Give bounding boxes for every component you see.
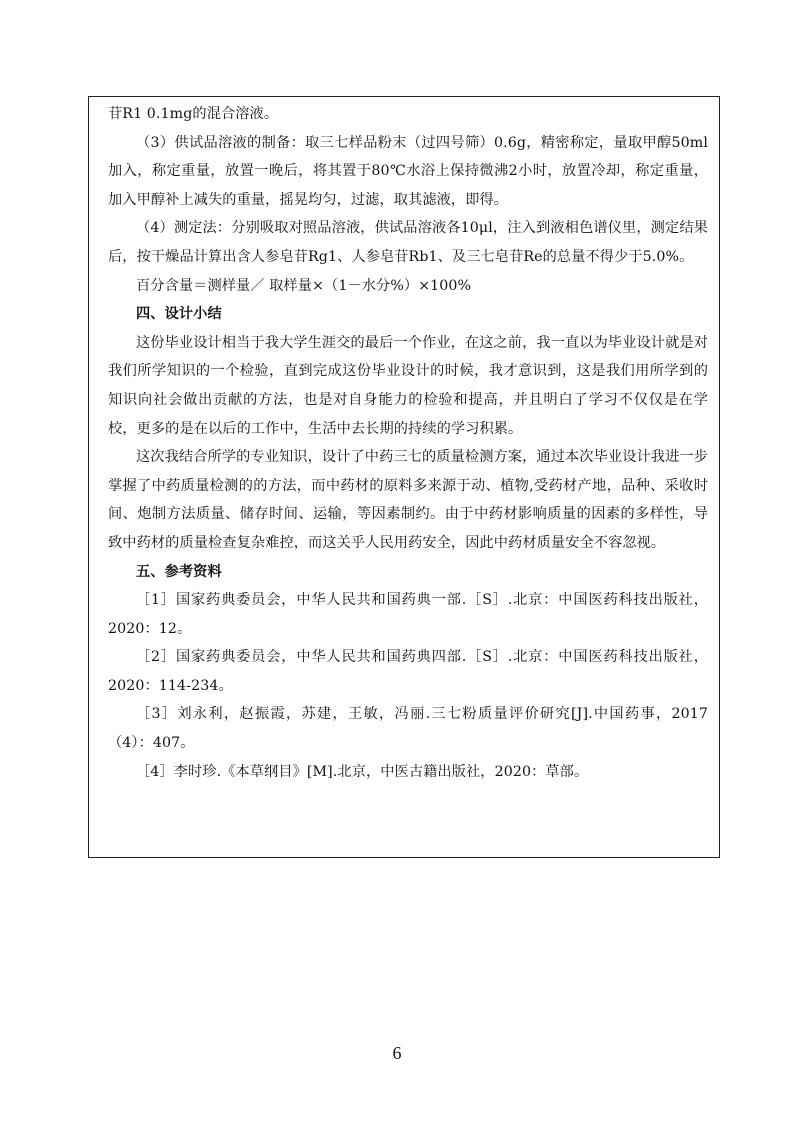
reference-2: ［2］国家药典委员会，中华人民共和国药典四部.［S］.北京：中国医药科技出版社，2020：114-234。: [108, 649, 708, 694]
paragraph-sample-solution-preparation: （3）供试品溶液的制备：取三七样品粉末（过四号筛）0.6g，精密称定，量取甲醇50ml加入，称定重量，放置一晚后，将其置于80℃水浴上保持微沸2小时，放置冷却，称定重量，加入甲醇补上减失的重量，摇晃均匀，过滤，取其滤液，即得。: [108, 134, 708, 208]
reference-1: ［1］国家药典委员会，中华人民共和国药典一部.［S］.北京：中国医药科技出版社，2020：12。: [108, 592, 708, 637]
paragraph-mixed-solution-end: 苷R1 0.1mg的混合溶液。: [108, 106, 279, 122]
heading-design-summary: 四、设计小结: [136, 306, 222, 323]
paragraph-summary-2: 这次我结合所学的专业知识，设计了中药三七的质量检测方案，通过本次毕业设计我进一步掌握了中药质量检测的的方法，而中药材的原料多来源于动、植物,受药材产地，品种、采收时间、炮制方法质量、储存时间、运输，等因素制约。由于中药材影响质量的因素的多样性，导致中药材的质量检查复杂难控，而这关乎人民用药安全，因此中药材质量安全不容忽视。: [108, 449, 708, 551]
paragraph-summary-1: 这份毕业设计相当于我大学生涯交的最后一个作业，在这之前，我一直以为毕业设计就是对我们所学知识的一个检验，直到完成这份毕业设计的时候，我才意识到，这是我们用所学到的知识向社会做出贡献的方法，也是对自身能力的检验和提高，并且明白了学习不仅仅是在学校，更多的是在以后的工作中，生活中去长期的持续的学习积累。: [108, 334, 708, 437]
reference-4: ［4］李时珍.《本草纲目》[M].北京，中医古籍出版社，2020：草部。: [136, 763, 589, 780]
paragraph-determination-method: （4）测定法：分别吸取对照品溶液，供试品溶液各10μl，注入到液相色谱仪里，测定结果后，按干燥品计算出含人参皂苷Rg1、人参皂苷Rb1、及三七皂苷Re的总量不得少于5.0%。: [108, 220, 708, 265]
heading-references: 五、参考资料: [136, 563, 222, 580]
page-number: 6: [392, 1043, 402, 1063]
paragraph-percent-content-formula: 百分含量＝测样量／ 取样量×（1－水分%）×100%: [136, 277, 472, 294]
document-body: [108, 100, 708, 786]
reference-3: ［3］刘永利，赵振霞，苏建，王敏，冯丽.三七粉质量评价研究[J].中国药事，2017（4）：407。: [108, 706, 708, 752]
